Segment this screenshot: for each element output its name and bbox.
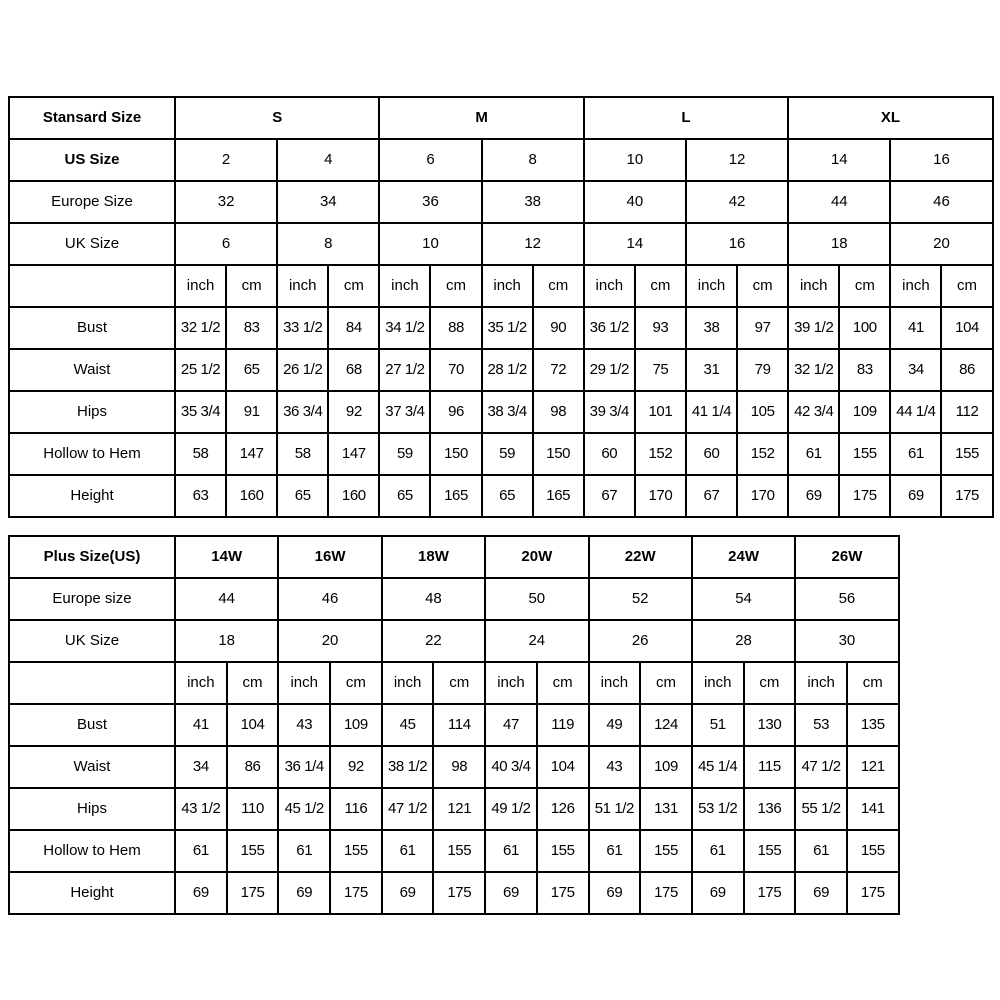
size-value: 18 <box>175 620 278 662</box>
measurement-value: 27 1/2 <box>379 349 430 391</box>
measurement-value: 131 <box>640 788 692 830</box>
measurement-value: 175 <box>433 872 485 914</box>
unit-label: inch <box>589 662 641 704</box>
measurement-value: 34 <box>175 746 227 788</box>
size-value: 12 <box>686 139 788 181</box>
size-value: 52 <box>589 578 692 620</box>
measurement-value: 47 <box>485 704 537 746</box>
measurement-value: 112 <box>941 391 992 433</box>
measurement-label: Bust <box>9 704 175 746</box>
table-row <box>9 349 993 391</box>
measurement-value: 101 <box>635 391 686 433</box>
measurement-value: 175 <box>640 872 692 914</box>
size-value: 16 <box>890 139 992 181</box>
measurement-value: 104 <box>941 307 992 349</box>
unit-label: inch <box>485 662 537 704</box>
size-value: 48 <box>382 578 485 620</box>
measurement-value: 45 1/2 <box>278 788 330 830</box>
table-row <box>9 433 993 475</box>
measurement-value: 61 <box>788 433 839 475</box>
measurement-value: 38 1/2 <box>382 746 434 788</box>
measurement-value: 42 3/4 <box>788 391 839 433</box>
measurement-value: 41 <box>890 307 941 349</box>
measurement-value: 43 <box>589 746 641 788</box>
unit-label: cm <box>328 265 379 307</box>
measurement-value: 61 <box>278 830 330 872</box>
standard-size-table <box>8 96 994 518</box>
size-value: 18 <box>788 223 890 265</box>
measurement-value: 83 <box>226 307 277 349</box>
unit-label: cm <box>227 662 279 704</box>
unit-label: inch <box>278 662 330 704</box>
measurement-value: 83 <box>839 349 890 391</box>
measurement-value: 165 <box>533 475 584 517</box>
measurement-value: 60 <box>584 433 635 475</box>
table-row <box>9 578 899 620</box>
unit-label: cm <box>226 265 277 307</box>
measurement-value: 65 <box>277 475 328 517</box>
measurement-value: 109 <box>640 746 692 788</box>
size-value: 38 <box>482 181 584 223</box>
group-header: 18W <box>382 536 485 578</box>
chart-title-cell: Stansard Size <box>9 97 175 139</box>
measurement-value: 41 <box>175 704 227 746</box>
measurement-value: 119 <box>537 704 589 746</box>
measurement-value: 36 1/2 <box>584 307 635 349</box>
measurement-value: 61 <box>485 830 537 872</box>
size-value: 12 <box>482 223 584 265</box>
measurement-value: 61 <box>692 830 744 872</box>
measurement-value: 33 1/2 <box>277 307 328 349</box>
measurement-value: 155 <box>433 830 485 872</box>
size-value: 44 <box>175 578 278 620</box>
row-label: UK Size <box>9 620 175 662</box>
unit-label: cm <box>737 265 788 307</box>
measurement-value: 28 1/2 <box>482 349 533 391</box>
size-value: 20 <box>278 620 381 662</box>
size-value: 36 <box>379 181 481 223</box>
size-value: 46 <box>890 181 992 223</box>
measurement-value: 84 <box>328 307 379 349</box>
unit-label: cm <box>635 265 686 307</box>
table-row <box>9 662 899 704</box>
measurement-value: 38 3/4 <box>482 391 533 433</box>
row-label: US Size <box>9 139 175 181</box>
unit-label: cm <box>330 662 382 704</box>
group-header: XL <box>788 97 992 139</box>
measurement-value: 70 <box>430 349 481 391</box>
table-row <box>9 475 993 517</box>
measurement-label: Hips <box>9 788 175 830</box>
measurement-value: 32 1/2 <box>788 349 839 391</box>
size-value: 54 <box>692 578 795 620</box>
measurement-value: 109 <box>839 391 890 433</box>
measurement-value: 147 <box>226 433 277 475</box>
measurement-value: 44 1/4 <box>890 391 941 433</box>
size-value: 26 <box>589 620 692 662</box>
size-value: 14 <box>788 139 890 181</box>
measurement-value: 175 <box>330 872 382 914</box>
measurement-value: 155 <box>330 830 382 872</box>
chart-title-cell: Plus Size(US) <box>9 536 175 578</box>
measurement-value: 58 <box>175 433 226 475</box>
measurement-value: 98 <box>433 746 485 788</box>
measurement-value: 160 <box>226 475 277 517</box>
measurement-value: 26 1/2 <box>277 349 328 391</box>
measurement-value: 69 <box>890 475 941 517</box>
measurement-value: 45 1/4 <box>692 746 744 788</box>
measurement-value: 155 <box>227 830 279 872</box>
measurement-value: 69 <box>485 872 537 914</box>
table-row <box>9 536 899 578</box>
size-value: 28 <box>692 620 795 662</box>
size-value: 2 <box>175 139 277 181</box>
measurement-value: 47 1/2 <box>795 746 847 788</box>
group-header: 24W <box>692 536 795 578</box>
measurement-value: 155 <box>640 830 692 872</box>
measurement-value: 45 <box>382 704 434 746</box>
measurement-value: 104 <box>227 704 279 746</box>
measurement-value: 63 <box>175 475 226 517</box>
measurement-value: 59 <box>482 433 533 475</box>
size-value: 34 <box>277 181 379 223</box>
measurement-value: 61 <box>175 830 227 872</box>
measurement-value: 126 <box>537 788 589 830</box>
unit-label: inch <box>890 265 941 307</box>
table-row <box>9 872 899 914</box>
measurement-value: 86 <box>227 746 279 788</box>
measurement-value: 92 <box>328 391 379 433</box>
measurement-value: 61 <box>890 433 941 475</box>
measurement-value: 55 1/2 <box>795 788 847 830</box>
size-value: 22 <box>382 620 485 662</box>
measurement-value: 147 <box>328 433 379 475</box>
measurement-value: 35 1/2 <box>482 307 533 349</box>
measurement-value: 38 <box>686 307 737 349</box>
unit-label: cm <box>941 265 992 307</box>
measurement-value: 98 <box>533 391 584 433</box>
measurement-value: 155 <box>839 433 890 475</box>
measurement-value: 58 <box>277 433 328 475</box>
plus-size-table <box>8 535 900 915</box>
measurement-label: Hollow to Hem <box>9 830 175 872</box>
unit-label: inch <box>175 265 226 307</box>
size-value: 46 <box>278 578 381 620</box>
measurement-label: Height <box>9 475 175 517</box>
measurement-value: 92 <box>330 746 382 788</box>
measurement-value: 34 <box>890 349 941 391</box>
measurement-value: 53 1/2 <box>692 788 744 830</box>
measurement-value: 43 <box>278 704 330 746</box>
measurement-value: 150 <box>533 433 584 475</box>
table-row <box>9 746 899 788</box>
size-value: 42 <box>686 181 788 223</box>
measurement-label: Hollow to Hem <box>9 433 175 475</box>
measurement-value: 96 <box>430 391 481 433</box>
table-row <box>9 391 993 433</box>
size-value: 44 <box>788 181 890 223</box>
measurement-value: 65 <box>226 349 277 391</box>
size-value: 30 <box>795 620 898 662</box>
size-value: 10 <box>584 139 686 181</box>
table-row <box>9 307 993 349</box>
unit-label: inch <box>175 662 227 704</box>
measurement-value: 155 <box>744 830 796 872</box>
measurement-value: 61 <box>589 830 641 872</box>
unit-label: cm <box>640 662 692 704</box>
size-value: 40 <box>584 181 686 223</box>
group-header: 22W <box>589 536 692 578</box>
group-header: 16W <box>278 536 381 578</box>
measurement-value: 39 1/2 <box>788 307 839 349</box>
unit-label: inch <box>277 265 328 307</box>
measurement-value: 68 <box>328 349 379 391</box>
table-row <box>9 139 993 181</box>
measurement-value: 39 3/4 <box>584 391 635 433</box>
measurement-value: 91 <box>226 391 277 433</box>
measurement-value: 110 <box>227 788 279 830</box>
unit-label: cm <box>533 265 584 307</box>
unit-label: cm <box>433 662 485 704</box>
measurement-value: 40 3/4 <box>485 746 537 788</box>
unit-label: cm <box>430 265 481 307</box>
measurement-value: 104 <box>537 746 589 788</box>
measurement-value: 141 <box>847 788 899 830</box>
measurement-value: 34 1/2 <box>379 307 430 349</box>
group-header: 14W <box>175 536 278 578</box>
measurement-value: 116 <box>330 788 382 830</box>
measurement-value: 175 <box>839 475 890 517</box>
unit-label: inch <box>482 265 533 307</box>
measurement-value: 165 <box>430 475 481 517</box>
measurement-value: 69 <box>788 475 839 517</box>
unit-label: inch <box>379 265 430 307</box>
measurement-value: 124 <box>640 704 692 746</box>
measurement-value: 65 <box>482 475 533 517</box>
group-header: 26W <box>795 536 898 578</box>
measurement-value: 60 <box>686 433 737 475</box>
measurement-value: 170 <box>635 475 686 517</box>
measurement-value: 51 1/2 <box>589 788 641 830</box>
unit-label: inch <box>692 662 744 704</box>
row-label: UK Size <box>9 223 175 265</box>
measurement-value: 75 <box>635 349 686 391</box>
measurement-value: 152 <box>635 433 686 475</box>
standard-size-chart <box>8 96 992 518</box>
measurement-value: 150 <box>430 433 481 475</box>
size-value: 10 <box>379 223 481 265</box>
group-header: M <box>379 97 583 139</box>
row-label: Europe Size <box>9 181 175 223</box>
measurement-value: 93 <box>635 307 686 349</box>
unit-label: inch <box>788 265 839 307</box>
unit-label: cm <box>744 662 796 704</box>
group-header: S <box>175 97 379 139</box>
measurement-value: 67 <box>686 475 737 517</box>
size-value: 4 <box>277 139 379 181</box>
measurement-value: 35 3/4 <box>175 391 226 433</box>
measurement-value: 97 <box>737 307 788 349</box>
unit-label: cm <box>847 662 899 704</box>
size-value: 6 <box>379 139 481 181</box>
measurement-value: 36 1/4 <box>278 746 330 788</box>
measurement-value: 65 <box>379 475 430 517</box>
measurement-value: 170 <box>737 475 788 517</box>
measurement-value: 114 <box>433 704 485 746</box>
measurement-value: 32 1/2 <box>175 307 226 349</box>
measurement-value: 47 1/2 <box>382 788 434 830</box>
measurement-value: 175 <box>744 872 796 914</box>
measurement-value: 43 1/2 <box>175 788 227 830</box>
measurement-value: 155 <box>847 830 899 872</box>
measurement-label: Bust <box>9 307 175 349</box>
size-value: 8 <box>482 139 584 181</box>
measurement-value: 100 <box>839 307 890 349</box>
measurement-label: Height <box>9 872 175 914</box>
measurement-value: 61 <box>795 830 847 872</box>
measurement-value: 90 <box>533 307 584 349</box>
size-value: 50 <box>485 578 588 620</box>
empty-cell <box>9 662 175 704</box>
size-value: 32 <box>175 181 277 223</box>
measurement-value: 69 <box>795 872 847 914</box>
measurement-value: 155 <box>537 830 589 872</box>
measurement-value: 160 <box>328 475 379 517</box>
measurement-label: Waist <box>9 746 175 788</box>
empty-cell <box>9 265 175 307</box>
table-row <box>9 830 899 872</box>
measurement-value: 152 <box>737 433 788 475</box>
unit-label: cm <box>839 265 890 307</box>
measurement-value: 109 <box>330 704 382 746</box>
unit-label: inch <box>382 662 434 704</box>
measurement-value: 61 <box>382 830 434 872</box>
measurement-value: 49 <box>589 704 641 746</box>
table-row <box>9 620 899 662</box>
measurement-value: 175 <box>227 872 279 914</box>
measurement-value: 49 1/2 <box>485 788 537 830</box>
measurement-value: 79 <box>737 349 788 391</box>
measurement-value: 51 <box>692 704 744 746</box>
measurement-value: 69 <box>692 872 744 914</box>
measurement-value: 105 <box>737 391 788 433</box>
table-row <box>9 788 899 830</box>
measurement-value: 155 <box>941 433 992 475</box>
row-label: Europe size <box>9 578 175 620</box>
size-value: 56 <box>795 578 898 620</box>
measurement-value: 37 3/4 <box>379 391 430 433</box>
size-value: 14 <box>584 223 686 265</box>
size-value: 6 <box>175 223 277 265</box>
table-row <box>9 265 993 307</box>
measurement-value: 88 <box>430 307 481 349</box>
measurement-label: Hips <box>9 391 175 433</box>
measurement-value: 136 <box>744 788 796 830</box>
table-row <box>9 97 993 139</box>
table-row <box>9 704 899 746</box>
measurement-value: 175 <box>847 872 899 914</box>
size-value: 24 <box>485 620 588 662</box>
unit-label: cm <box>537 662 589 704</box>
measurement-value: 135 <box>847 704 899 746</box>
measurement-label: Waist <box>9 349 175 391</box>
unit-label: inch <box>686 265 737 307</box>
size-value: 8 <box>277 223 379 265</box>
measurement-value: 69 <box>278 872 330 914</box>
group-header: 20W <box>485 536 588 578</box>
table-row <box>9 223 993 265</box>
table-row <box>9 181 993 223</box>
unit-label: inch <box>584 265 635 307</box>
measurement-value: 115 <box>744 746 796 788</box>
measurement-value: 41 1/4 <box>686 391 737 433</box>
measurement-value: 59 <box>379 433 430 475</box>
measurement-value: 130 <box>744 704 796 746</box>
measurement-value: 25 1/2 <box>175 349 226 391</box>
group-header: L <box>584 97 788 139</box>
size-value: 20 <box>890 223 992 265</box>
size-value: 16 <box>686 223 788 265</box>
plus-size-chart <box>8 535 992 915</box>
measurement-value: 31 <box>686 349 737 391</box>
measurement-value: 121 <box>433 788 485 830</box>
measurement-value: 72 <box>533 349 584 391</box>
measurement-value: 29 1/2 <box>584 349 635 391</box>
measurement-value: 86 <box>941 349 992 391</box>
measurement-value: 69 <box>589 872 641 914</box>
measurement-value: 121 <box>847 746 899 788</box>
measurement-value: 53 <box>795 704 847 746</box>
measurement-value: 69 <box>175 872 227 914</box>
measurement-value: 175 <box>537 872 589 914</box>
measurement-value: 67 <box>584 475 635 517</box>
measurement-value: 36 3/4 <box>277 391 328 433</box>
measurement-value: 175 <box>941 475 992 517</box>
measurement-value: 69 <box>382 872 434 914</box>
unit-label: inch <box>795 662 847 704</box>
